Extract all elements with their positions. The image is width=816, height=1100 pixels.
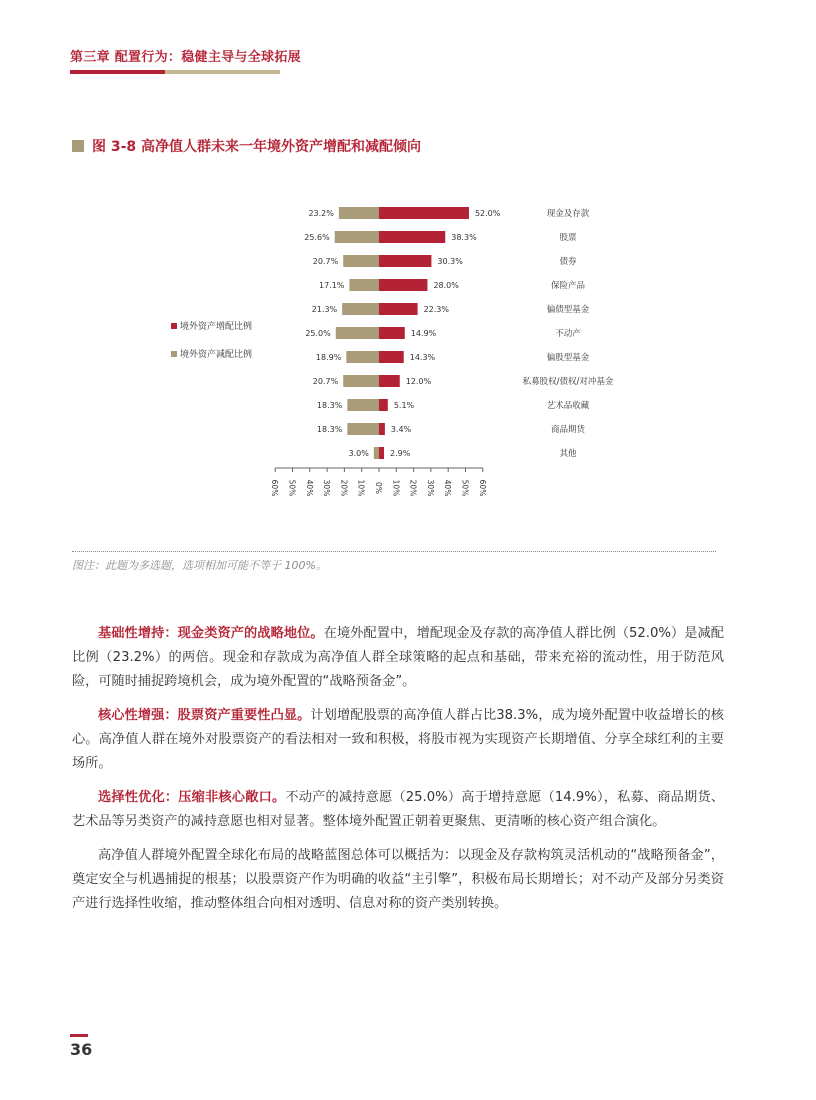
category-label: 私募股权/债权/对冲基金 xyxy=(522,377,614,387)
decrease-data-label: 18.3% xyxy=(316,401,343,410)
footer-accent xyxy=(70,1034,88,1037)
legend-label: 境外资产增配比例 xyxy=(180,322,253,332)
paragraph-1 xyxy=(72,622,724,694)
legend-swatch xyxy=(171,351,177,357)
x-tick-label: 40% xyxy=(304,479,314,497)
decrease-bar xyxy=(343,255,379,267)
x-tick-label: 50% xyxy=(460,479,470,497)
category-label: 偏股型基金 xyxy=(546,353,590,363)
figure-marker-icon xyxy=(72,140,84,152)
increase-bar xyxy=(379,399,388,411)
decrease-bar xyxy=(374,447,379,459)
paragraph-1-lead: 基础性增持：现金类资产的战略地位。 xyxy=(98,626,324,641)
header-rule-accent xyxy=(70,70,165,74)
page-number: 36 xyxy=(70,1040,93,1059)
paragraph-2 xyxy=(72,704,724,776)
x-tick-label: 60% xyxy=(270,479,280,497)
category-label: 其他 xyxy=(559,449,577,459)
increase-bar xyxy=(379,447,384,459)
decrease-data-label: 25.6% xyxy=(304,233,330,242)
increase-data-label: 5.1% xyxy=(393,401,415,410)
figure-title xyxy=(72,136,421,156)
category-label: 股票 xyxy=(559,233,577,243)
legend-label: 境外资产减配比例 xyxy=(180,350,253,360)
category-label: 不动产 xyxy=(555,329,581,339)
x-tick-label: 0% xyxy=(374,482,383,494)
figure-title-text: 图 3-8 高净值人群未来一年境外资产增配和减配倾向 xyxy=(92,139,422,155)
decrease-data-label: 18.9% xyxy=(315,353,342,362)
x-tick-label: 60% xyxy=(477,479,487,497)
legend-swatch xyxy=(171,323,177,329)
paragraph-2-lead: 核心性增强：股票资产重要性凸显。 xyxy=(98,708,311,723)
diverging-bar-chart xyxy=(0,190,816,520)
note-divider xyxy=(72,551,716,552)
paragraph-2-body: 计划增配股票的高净值人群占比38.3%，成为境外配置中收益增长的核心。高净值人群在境外对股票资产的看法相对一致和积极，将股市视为实现资产长期增值、分享全球红利的主要场所。 xyxy=(72,708,724,771)
increase-data-label: 38.3% xyxy=(451,233,477,242)
category-label: 债券 xyxy=(559,257,577,267)
x-tick-label: 10% xyxy=(391,479,401,497)
increase-bar xyxy=(379,375,400,387)
decrease-bar xyxy=(346,351,379,363)
category-label: 艺术品收藏 xyxy=(546,401,590,411)
increase-bar xyxy=(379,351,404,363)
category-label: 现金及存款 xyxy=(546,209,590,219)
increase-bar xyxy=(379,327,405,339)
x-tick-label: 20% xyxy=(408,479,418,497)
x-tick-label: 20% xyxy=(339,479,349,497)
increase-bar xyxy=(379,303,418,315)
paragraph-1-body: 在境外配置中，增配现金及存款的高净值人群比例（52.0%）是减配比例（23.2%）的两倍。现金和存款成为高净值人群全球策略的起点和基础，带来充裕的流动性，用于防范风险，可随时捕捉跨境机会，成为境外配置的“战略预备金”。 xyxy=(72,626,724,689)
increase-data-label: 3.4% xyxy=(390,425,412,434)
x-tick-label: 30% xyxy=(322,479,332,497)
x-tick-label: 30% xyxy=(425,479,435,497)
increase-data-label: 2.9% xyxy=(390,449,411,458)
x-tick-label: 50% xyxy=(287,479,297,497)
decrease-data-label: 18.3% xyxy=(316,425,343,434)
category-label: 保险产品 xyxy=(550,281,586,291)
increase-data-label: 52.0% xyxy=(474,209,501,218)
decrease-bar xyxy=(336,327,379,339)
paragraph-4 xyxy=(72,844,724,916)
increase-bar xyxy=(379,423,385,435)
decrease-data-label: 17.1% xyxy=(318,281,345,290)
category-label: 商品期货 xyxy=(550,425,586,435)
decrease-bar xyxy=(335,231,379,243)
decrease-data-label: 21.3% xyxy=(311,305,338,314)
increase-bar xyxy=(379,279,427,291)
decrease-bar xyxy=(347,423,379,435)
decrease-bar xyxy=(342,303,379,315)
increase-data-label: 22.3% xyxy=(423,305,450,314)
increase-data-label: 14.3% xyxy=(409,353,436,362)
decrease-bar xyxy=(347,399,379,411)
paragraph-3 xyxy=(72,786,724,834)
increase-data-label: 30.3% xyxy=(437,257,463,266)
decrease-bar xyxy=(349,279,379,291)
decrease-data-label: 23.2% xyxy=(308,209,334,218)
increase-bar xyxy=(379,231,445,243)
paragraph-4-body: 高净值人群境外配置全球化布局的战略蓝图总体可以概括为：以现金及存款构筑灵活机动的“战略预备金”，奠定安全与机遇捕捉的根基；以股票资产作为明确的收益“主引擎”，积极布局长期增长；对不动产及部分另类资产进行选择性收缩，推动整体组合向相对透明、信息对称的资产类别转换。 xyxy=(72,848,724,911)
increase-data-label: 12.0% xyxy=(405,377,432,386)
decrease-data-label: 20.7% xyxy=(312,377,339,386)
figure-note: 图注：此题为多选题，选项相加可能不等于 100%。 xyxy=(72,559,327,572)
increase-data-label: 14.9% xyxy=(410,329,437,338)
decrease-data-label: 20.7% xyxy=(312,257,339,266)
decrease-bar xyxy=(339,207,379,219)
increase-bar xyxy=(379,255,431,267)
chapter-header xyxy=(70,46,301,65)
paragraph-3-lead: 选择性优化：压缩非核心敞口。 xyxy=(98,790,286,805)
increase-bar xyxy=(379,207,469,219)
increase-data-label: 28.0% xyxy=(433,281,459,290)
decrease-bar xyxy=(343,375,379,387)
chapter-title: 第三章 配置行为：稳健主导与全球拓展 xyxy=(70,50,301,65)
decrease-data-label: 3.0% xyxy=(348,449,369,458)
category-label: 偏债型基金 xyxy=(546,305,590,315)
decrease-data-label: 25.0% xyxy=(305,329,331,338)
x-tick-label: 40% xyxy=(443,479,453,497)
x-tick-label: 10% xyxy=(356,479,366,497)
paragraph-3-body: 不动产的减持意愿（25.0%）高于增持意愿（14.9%），私募、商品期货、艺术品等另类资产的减持意愿也相对显著。整体境外配置正朝着更聚焦、更清晰的核心资产组合演化。 xyxy=(72,790,725,829)
